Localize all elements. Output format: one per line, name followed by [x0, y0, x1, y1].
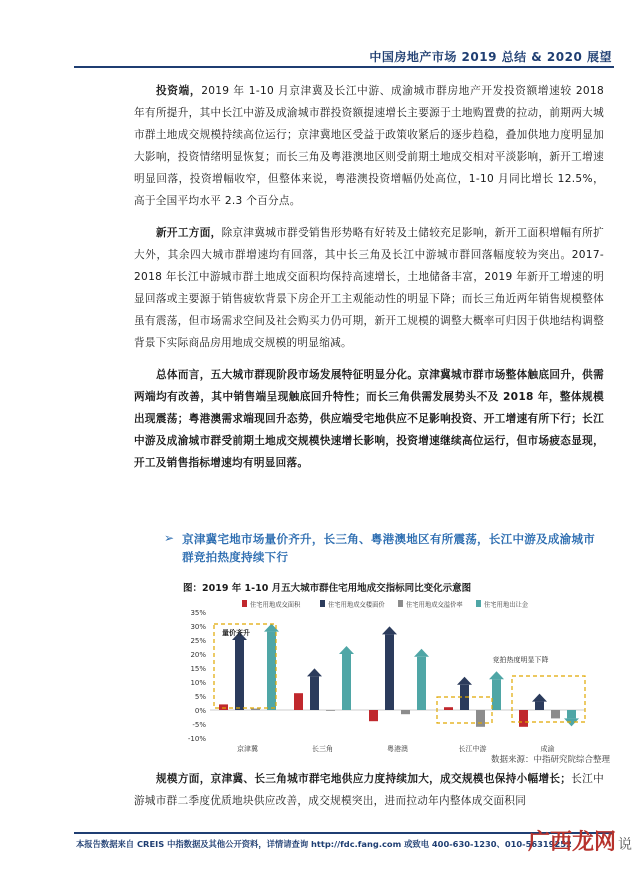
x-tick-label: 长三角: [312, 745, 333, 753]
y-tick-label: 5%: [194, 693, 206, 701]
bar-arrow-tip: [264, 624, 279, 632]
paragraph-bold-text: 京津冀、长三角城市群宅地供应力度持续加大，成交规模也保持小幅增长；: [210, 773, 572, 785]
bar: [369, 710, 378, 721]
section-heading-text: 京津冀宅地市场量价齐升，长三角、粤港澳地区有所震荡，长江中游及成渝城市群竞拍热度持续下行: [182, 532, 596, 564]
bar: [535, 702, 544, 710]
y-tick-label: 0%: [194, 707, 206, 715]
legend-label: 住宅用地成交面积: [250, 601, 301, 609]
header-title: 中国房地产市场 2019 总结 & 2020 展望: [369, 50, 612, 64]
arrow-icon: ➢: [164, 531, 175, 545]
bar-arrow-tip: [457, 677, 472, 685]
annotation-label-right: 竞拍热度明显下降: [492, 656, 549, 664]
body-text: [134, 80, 604, 484]
y-tick-label: -5%: [192, 721, 206, 729]
bar: [567, 710, 576, 718]
paragraph-text: 长江中游城市群二季度优质地块供应改善，成交规模突出，进而拉动年内整体成交面积同: [134, 773, 605, 807]
x-tick-label: 成渝: [540, 745, 555, 753]
x-tick-label: 京津冀: [237, 745, 258, 753]
legend-swatch: [398, 600, 403, 607]
bar-arrow-tip: [532, 694, 547, 702]
bar: [310, 676, 319, 710]
paragraph-text: 2019 年 1-10 月京津冀及长江中游、成渝城市群房地产开发投资额增速较 2018 年有所提升，其中长江中游及成渝城市群投资额提速增长主要源于土地购置费的拉动，前期两大城市群土地成交规模持续高位运行；京津冀地区受益于政策收紧后的逐步趋稳，叠加供地力度明显加大影响，投资情绪明显恢复；而长三角及粤港澳地区则受前期土地成交相对平淡影响，新开工增速明显回落，投资增幅收窄，但整体来说，粤港澳投资增幅仍处高位，1-10 月同比增长 12.5%，高于全国平均水平 2.3 个百分点。: [134, 85, 604, 207]
paragraph-lead: 新开工方面，: [156, 227, 222, 239]
figure-caption: 图：2019 年 1-10 月五大城市群住宅用地成交指标同比变化示意图: [183, 583, 472, 594]
y-tick-label: 25%: [190, 637, 206, 645]
y-tick-label: 30%: [190, 623, 206, 631]
x-tick-label: 长江中游: [458, 745, 487, 753]
legend-swatch: [320, 600, 325, 607]
x-tick-label: 粤港澳: [387, 745, 408, 753]
bar-arrow-tip: [414, 649, 429, 657]
paragraph-lead: 规模方面，: [156, 773, 211, 785]
watermark: [528, 825, 632, 856]
footer-text: 本报告数据来自 CREIS 中指数据及其他公开资料，详情请查询 http://fdc.fang.com 或致电 400-630-1230、010-56319252: [76, 839, 572, 849]
section-heading: [164, 530, 604, 566]
paragraph-text: 除京津冀城市群受销售形势略有好转及土储较充足影响，新开工面积增幅有所扩大外，其余四大城市群增速均有回落，其中长三角及长江中游城市群回落幅度较为突出。2017-2018 年长江中游城市群土地成交面积均保持高速增长，土地储备丰富，2019 年新开工增速的明显回落或主要源于销售疲软背景下房企开工主观能动性的明显下降；而长三角近两年销售规模整体虽有震荡，但市场需求空间及社会购买力仍可期，新开工规模的调整大概率可归因于供地结构调整背景下实际商品房用地成交规模的明显缩减。: [134, 227, 604, 349]
bar: [551, 710, 560, 718]
bar-arrow-tip: [489, 671, 504, 679]
legend-label: 住宅用地成交楼面价: [328, 601, 385, 609]
bar: [385, 634, 394, 710]
legend-label: 住宅用地出让金: [484, 601, 529, 609]
watermark-main: 广西龙网: [527, 829, 616, 855]
chart-source: 数据来源：中指研究院综合整理: [490, 755, 610, 765]
y-tick-label: 35%: [190, 609, 206, 617]
bar: [267, 632, 276, 710]
paragraph-lead: 投资端，: [156, 85, 202, 97]
bar: [342, 654, 351, 710]
chart-svg: [180, 596, 590, 756]
legend-label: 住宅用地成交溢价率: [406, 601, 463, 609]
bar: [294, 693, 303, 710]
bar: [519, 710, 528, 727]
bar-arrow-tip: [382, 626, 397, 634]
bar: [401, 710, 410, 714]
bar: [235, 640, 244, 710]
paragraph-scale: [134, 768, 604, 812]
closing-text: [134, 768, 604, 822]
bar-arrow-tip: [339, 646, 354, 654]
y-tick-label: 20%: [190, 651, 206, 659]
legend-swatch: [242, 600, 247, 607]
bar: [251, 709, 260, 710]
bar: [476, 710, 485, 727]
paragraph-investment: [134, 80, 604, 212]
bar-chart: [180, 596, 590, 756]
header-rule: [74, 66, 614, 68]
watermark-sub: 说: [618, 837, 632, 853]
bar: [219, 704, 228, 710]
paragraph-summary: 总体而言，五大城市群现阶段市场发展特征明显分化。京津冀城市群市场整体触底回升，供需两端均有改善，其中销售端呈现触底回升特性；而长三角供需发展势头不及 2018 年，整体规模出现震荡；粤港澳需求端现回升态势，供应端受宅地供应不足影响投资、开工增速有所下行；长江中游及成渝城市群受前期土地成交规模快速增长影响，投资增速继续高位运行，但市场疲态显现，开工及销售指标增速均有明显回落。: [134, 369, 604, 469]
annotation-label-left: 量价齐升: [222, 629, 250, 637]
bar-arrow-tip: [307, 668, 322, 676]
bar: [326, 710, 335, 711]
bar: [417, 657, 426, 710]
legend-swatch: [476, 600, 481, 607]
paragraph-new-construction: [134, 222, 604, 354]
y-tick-label: -10%: [187, 735, 206, 743]
y-tick-label: 10%: [190, 679, 206, 687]
bar: [444, 707, 453, 710]
y-tick-label: 15%: [190, 665, 206, 673]
bar: [492, 679, 501, 710]
